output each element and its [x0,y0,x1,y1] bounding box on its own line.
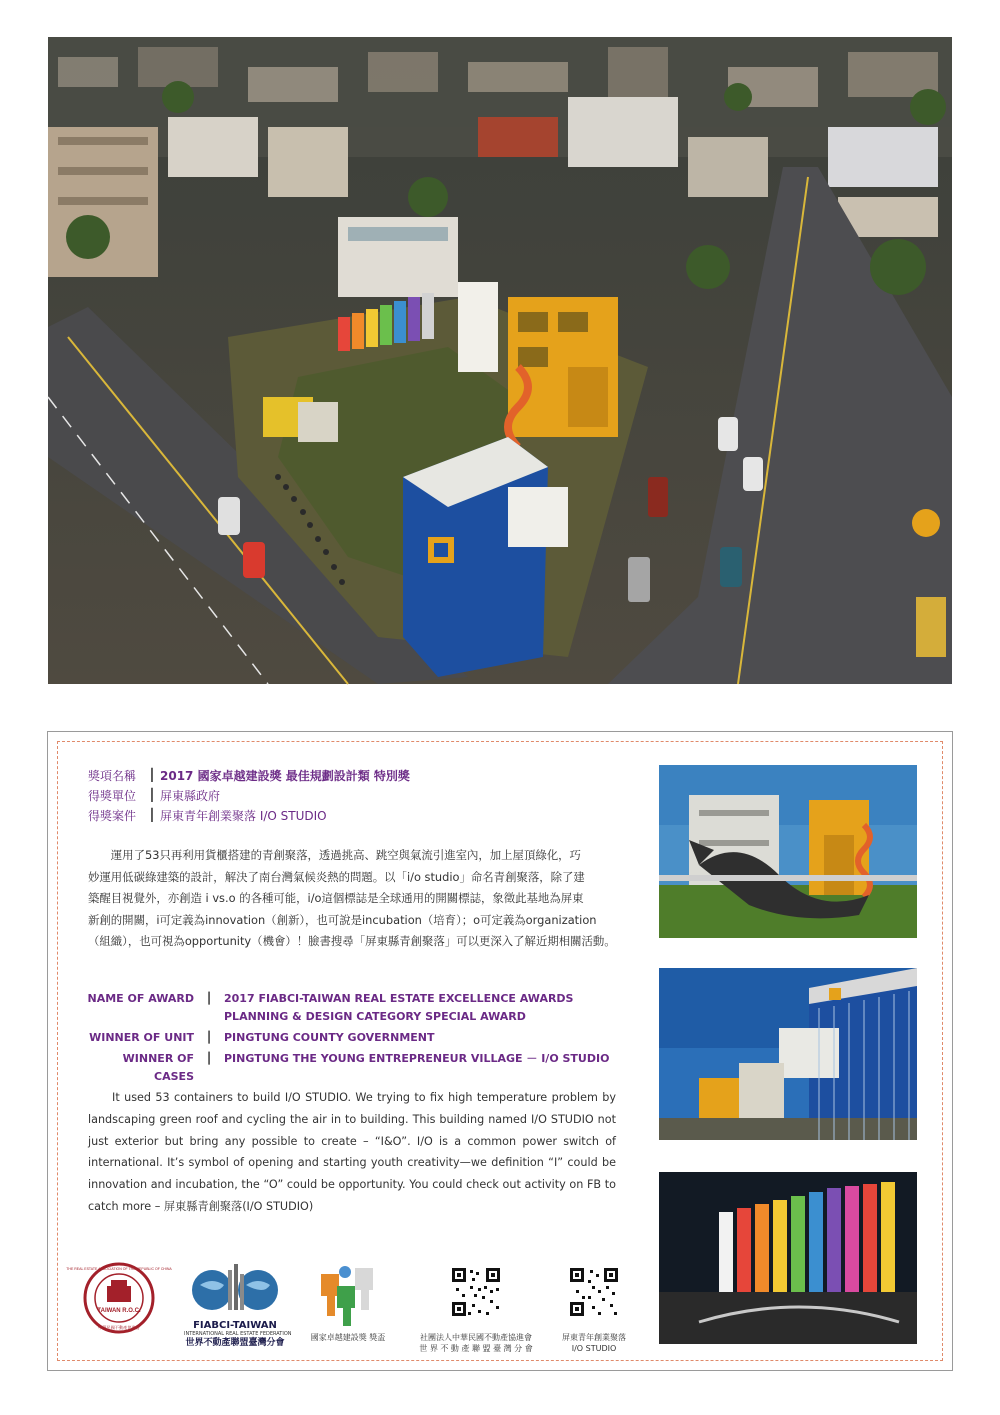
cn-unit-row [88,785,648,805]
en-award-value-2: PLANNING & DESIGN CATEGORY SPECIAL AWARD [224,1010,526,1023]
en-case-row [80,1050,650,1086]
real-estate-association-seal [66,1262,172,1334]
en-unit-row [80,1029,650,1047]
cn-award-meta [88,765,648,825]
en-award-meta [80,990,650,1086]
cn-unit-label: 得獎單位 [88,788,137,803]
en-award-value-1: 2017 FIABCI-TAIWAN REAL ESTATE EXCELLENCE AWARDS [224,992,574,1005]
en-description: It used 53 containers to build I/O STUDIO. We trying to fix high temperature problem by landscaping green roof and cycling the air in to building. This building named I/O STUDIO not just exterior but bring any possible to create – “I&O”. I/O is a common power switch of international. It’s symbol of opening and starting youth creativity—we definition “I” could be innovation and incubation, the “O” could be opportunity. You could check out activity on FB to catch more – 屏東縣青創聚落(I/O STUDIO) [88,1091,616,1213]
cn-award-label: 獎項名稱 [88,768,137,783]
cn-line: 妙運用低碳綠建築的設計，解決了南台灣氣候炎熱的問題。以「i/o studio」命名青創聚落，除了建 [88,869,585,884]
cn-case-row [88,805,648,825]
seal-center-text: TAIWAN R.O.C. [97,1308,141,1314]
fiabci-globe-logo [190,1260,280,1318]
cn-case-label: 得獎案件 [88,808,137,823]
cn-case-value: 屏東青年創業聚落 I/O STUDIO [160,808,327,823]
qr-code-association[interactable] [450,1266,502,1318]
photo-rainbow-containers-night [659,1172,917,1344]
qr-code-io-studio[interactable] [568,1266,620,1318]
qr1-caption-2: 世 界 不 動 產 聯 盟 臺 灣 分 會 [419,1344,533,1353]
separator: ┃ [148,808,156,822]
qr2-caption-1: 屏東青年創業聚落 [562,1333,626,1342]
cn-line: 築醒目視覺外，亦創造 i vs.o 的各種可能，i/o這個標誌是全球通用的開關標誌，象徵此基地為屏東 [88,891,584,905]
fiabci-sub: INTERNATIONAL REAL ESTATE FEDERATION [184,1331,292,1337]
separator: ┃ [205,992,213,1005]
trophy-icon [315,1264,379,1330]
separator: ┃ [148,788,156,802]
cn-unit-value: 屏東縣政府 [160,788,221,803]
cn-line: （組織），也可視為opportunity（機會）！臉書搜尋「屏東縣青創聚落」可以更深入了解近期相關活動。 [88,934,616,948]
en-case-value: PINGTUNG THE YOUNG ENTREPRENEUR VILLAGE － I/O STUDIO [224,1052,610,1065]
cn-description [88,845,628,953]
logos-row [66,1260,660,1360]
separator: ┃ [205,1052,213,1065]
trophy-caption: 國家卓越建設獎 獎盃 [310,1333,386,1342]
en-case-label: WINNER OF CASES [122,1052,194,1083]
cn-award-row [88,765,648,785]
qr1-caption-1: 社團法人中華民國不動產協進會 [420,1333,532,1342]
en-award-row-2 [80,1008,650,1026]
photo-blue-container-tower [659,968,917,1140]
fiabci-cn: 世界不動產聯盟臺灣分會 [185,1338,285,1348]
separator: ┃ [205,1031,213,1044]
hero-aerial-photo [48,37,952,684]
en-unit-value: PINGTUNG COUNTY GOVERNMENT [224,1031,435,1044]
cn-award-value: 2017 國家卓越建設獎 最佳規劃設計類 特別獎 [160,768,410,783]
seal-top-text: THE REAL ESTATE ASSOCIATION OF THE REPUBLIC OF CHINA [66,1267,172,1271]
fiabci-name: FIABCI-TAIWAN [193,1320,277,1331]
seal-bottom-text: 中華民國不動產協進會 [98,1325,140,1330]
en-award-label: NAME OF AWARD [87,992,194,1005]
photo-whale-sculpture [659,765,917,938]
cn-line: 運用了53只再利用貨櫃搭建的青創聚落，透過挑高、跳空與氣流引進室內，加上屋頂綠化，巧 [88,848,581,862]
separator: ┃ [148,768,156,782]
en-award-row [80,990,650,1008]
en-unit-label: WINNER OF UNIT [89,1031,194,1044]
qr2-caption-2: I/O STUDIO [571,1344,617,1353]
cn-line: 新創的開關，i可定義為innovation（創新），也可說是incubation（培育）；o可定義為organization [88,912,597,927]
